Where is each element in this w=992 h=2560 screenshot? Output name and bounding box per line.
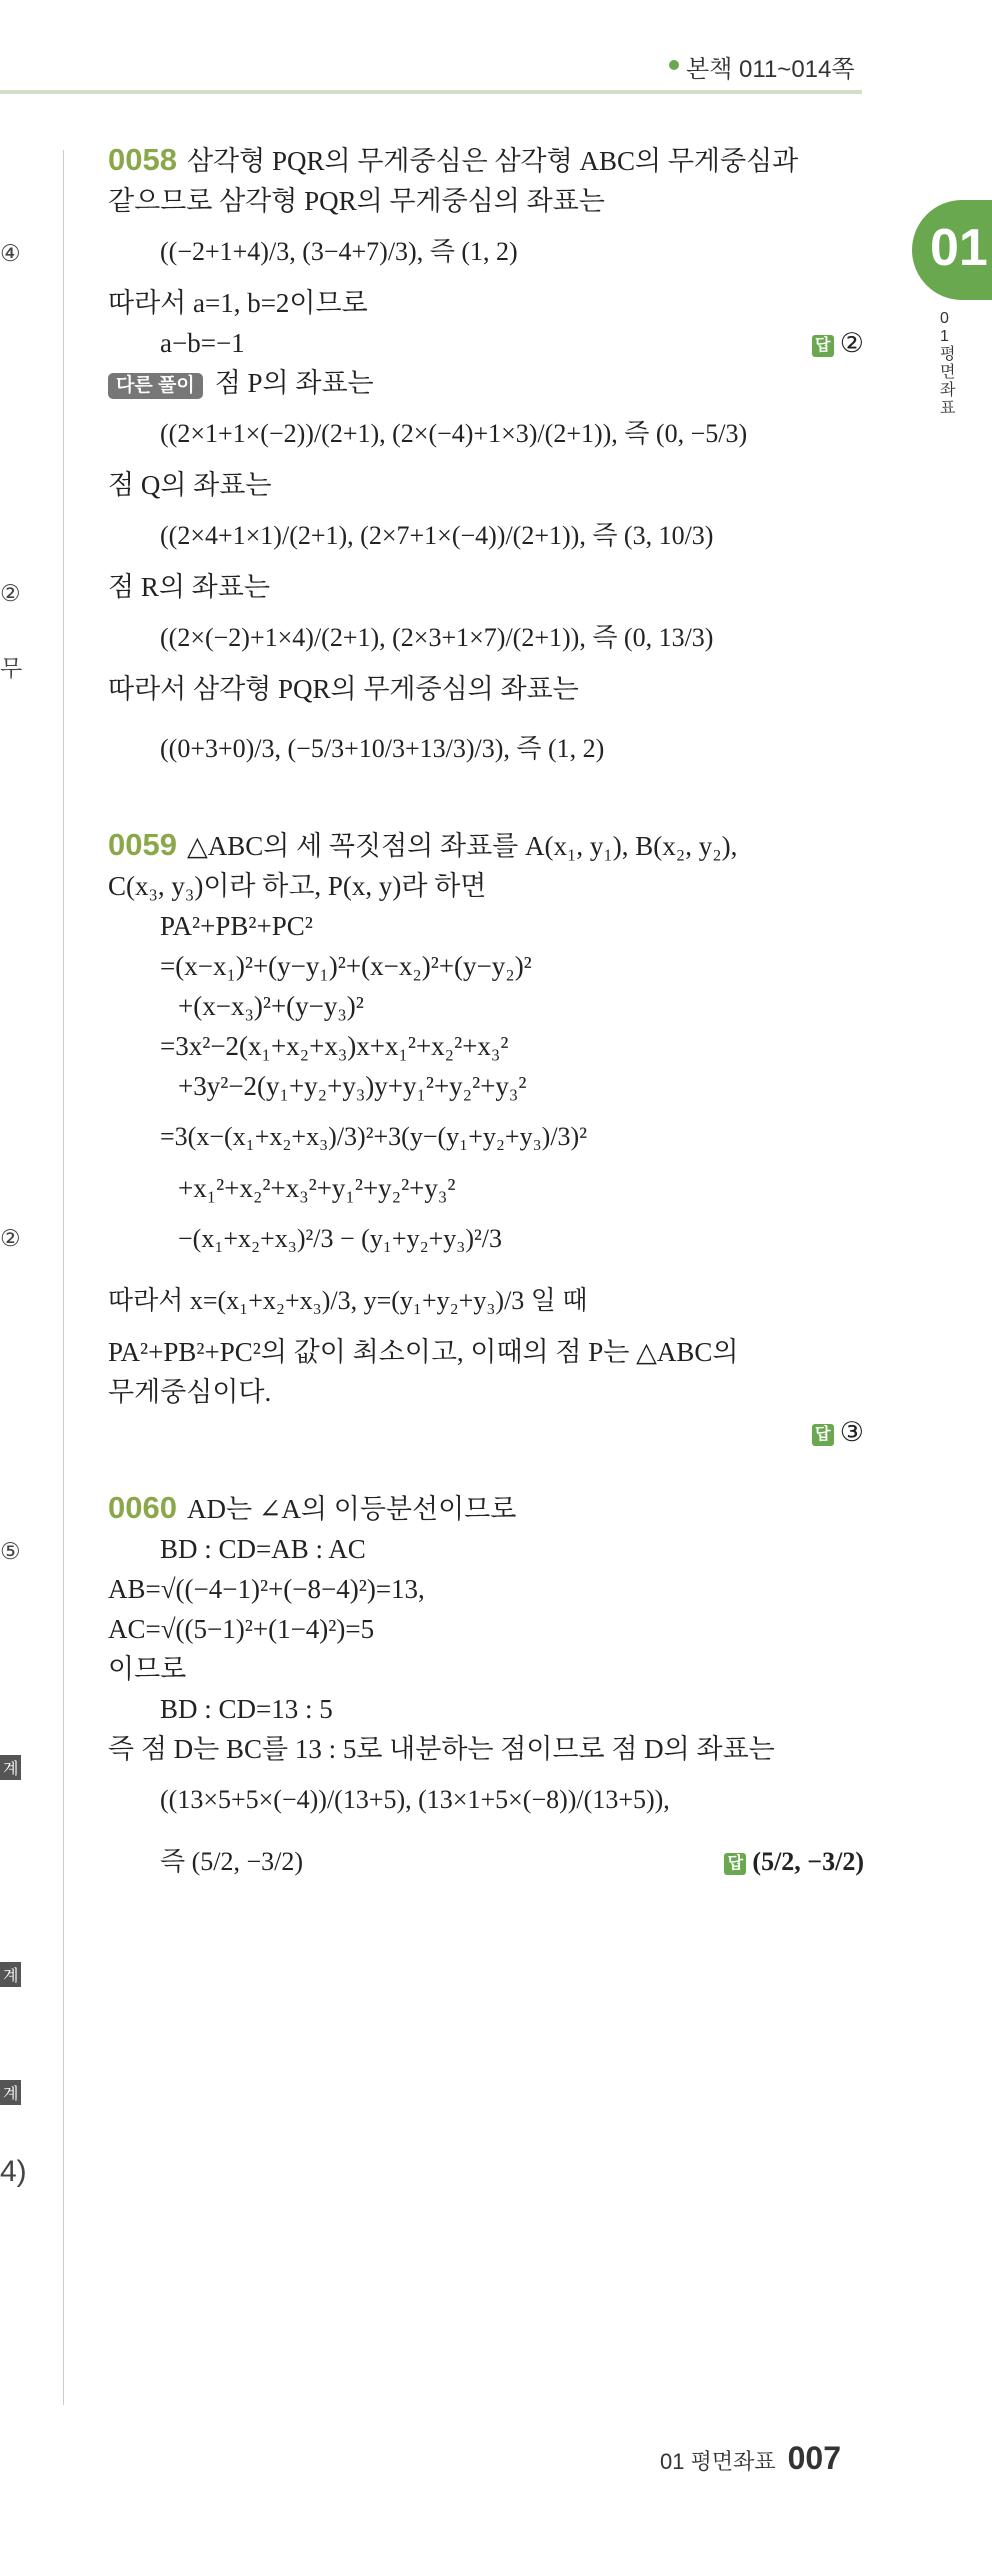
text-line: AD는 ∠A의 이등분선이므로 xyxy=(186,1494,517,1524)
answer: 답 ③ xyxy=(812,1412,864,1452)
formula-line: AC=√((5−1)²+(1−4)²)=5 xyxy=(108,1614,375,1644)
formula-line: −(x₁+x₂+x₃)²/3 − (y₁+y₂+y₃)²/3 xyxy=(178,1224,503,1253)
text-line: PA²+PB²+PC²의 값이 최소이고, 이때의 점 P는 △ABC의 xyxy=(108,1337,739,1367)
formula-line: ((2×1+1×(−2))/(2+1), (2×(−4)+1×3)/(2+1)), 즉 (0, −5/3) xyxy=(160,419,748,448)
text-line: 따라서 x=(x₁+x₂+x₃)/3, y=(y₁+y₂+y₃)/3 일 때 xyxy=(108,1286,588,1315)
problem-0060 xyxy=(108,1488,864,1893)
formula-line: =3(x−(x₁+x₂+x₃)/3)²+3(y−(y₁+y₂+y₃)/3)² xyxy=(160,1122,587,1151)
text-line: △ABC의 세 꼭짓점의 좌표를 A(x₁, y₁), B(x₂, y₂), xyxy=(186,831,738,861)
formula-line: AB=√((−4−1)²+(−8−4)²)=13, xyxy=(108,1574,425,1604)
text-line: 점 R의 좌표는 xyxy=(108,572,270,602)
margin-mark: 계 xyxy=(0,1755,21,1780)
problem-number: 0058 xyxy=(108,142,177,177)
margin-mark: 계 xyxy=(0,1962,21,1987)
text-line: 이므로 xyxy=(108,1654,187,1684)
problem-number: 0060 xyxy=(108,1490,177,1525)
chapter-name: 01 평면좌표 xyxy=(660,2449,776,2474)
text-line: 따라서 a=1, b=2이므로 xyxy=(108,288,368,318)
answer: 답 (5/2, −3/2) xyxy=(724,1831,864,1893)
bullet-dot-icon xyxy=(669,60,679,70)
formula-line: =3x²−2(x₁+x₂+x₃)x+x₁²+x₂²+x₃² xyxy=(160,1031,509,1061)
formula-line: ((−2+1+4)/3, (3−4+7)/3), 즉 (1, 2) xyxy=(160,237,518,266)
formula-line: ((2×4+1×1)/(2+1), (2×7+1×(−4))/(2+1)), 즉 (3, 10/3) xyxy=(160,521,714,550)
answer-icon: 답 xyxy=(812,335,834,357)
formula-line: BD : CD=13 : 5 xyxy=(160,1694,333,1724)
answer-icon: 답 xyxy=(724,1853,746,1875)
chapter-tab-label: 01 평면좌표 xyxy=(940,310,956,417)
solutions-column xyxy=(108,140,864,1893)
formula-line: PA²+PB²+PC² xyxy=(160,911,313,941)
header-divider xyxy=(0,90,862,94)
text-line: 같으므로 삼각형 PQR의 무게중심의 좌표는 xyxy=(108,186,605,216)
text-line: 무게중심이다. xyxy=(108,1377,272,1407)
left-page-margin xyxy=(0,100,27,2400)
formula-line: ((2×(−2)+1×4)/(2+1), (2×3+1×7)/(2+1)), 즉 (0, 13/3) xyxy=(160,623,714,652)
text-line: C(x₃, y₃)이라 하고, P(x, y)라 하면 xyxy=(108,871,487,901)
text-line: 점 Q의 좌표는 xyxy=(108,470,272,500)
page-number: 007 xyxy=(787,2440,841,2476)
problem-0058 xyxy=(108,140,864,789)
formula-line: ((13×5+5×(−4))/(13+5), (13×1+5×(−8))/(13+5)), xyxy=(160,1785,670,1814)
margin-mark: 계 xyxy=(0,2080,21,2105)
text-line: 따라서 삼각형 PQR의 무게중심의 좌표는 xyxy=(108,674,579,704)
margin-mark: ⑤ xyxy=(0,1538,21,1564)
text-line: 즉 점 D는 BC를 13 : 5로 내분하는 점이므로 점 D의 좌표는 xyxy=(108,1734,775,1764)
page-header xyxy=(0,48,952,88)
formula-line: BD : CD=AB : AC xyxy=(160,1534,366,1564)
formula-line: ((0+3+0)/3, (−5/3+10/3+13/3)/3), 즉 (1, 2) xyxy=(160,734,605,763)
problem-0059 xyxy=(108,825,864,1452)
column-separator xyxy=(63,150,64,2405)
margin-mark: 4) xyxy=(0,2155,27,2188)
formula-line: +3y²−2(y₁+y₂+y₃)y+y₁²+y₂²+y₃² xyxy=(178,1071,527,1101)
margin-mark: ② xyxy=(0,580,21,606)
problem-number: 0059 xyxy=(108,827,177,862)
formula-line: 즉 (5/2, −3/2) xyxy=(160,1847,304,1876)
page-footer xyxy=(660,2440,841,2477)
header-reference: 본책 011~014쪽 xyxy=(686,56,855,83)
answer-icon: 답 xyxy=(812,1424,834,1446)
text-line: 삼각형 PQR의 무게중심은 삼각형 ABC의 무게중심과 xyxy=(186,146,799,176)
answer: 답 ② xyxy=(812,323,864,363)
formula-line: a−b=−1 xyxy=(160,328,245,358)
chapter-tab-number: 01 xyxy=(930,219,988,277)
formula-line: +x₁²+x₂²+x₃²+y₁²+y₂²+y₃² xyxy=(178,1173,456,1203)
margin-mark: ④ xyxy=(0,240,21,266)
text-line: 점 P의 좌표는 xyxy=(214,368,374,398)
margin-mark: 무 xyxy=(0,655,23,681)
margin-mark: ② xyxy=(0,1225,21,1251)
alternative-solution-badge: 다른 풀이 xyxy=(108,373,203,399)
formula-line: =(x−x₁)²+(y−y₁)²+(x−x₂)²+(y−y₂)² xyxy=(160,951,532,981)
formula-line: +(x−x₃)²+(y−y₃)² xyxy=(178,991,364,1021)
